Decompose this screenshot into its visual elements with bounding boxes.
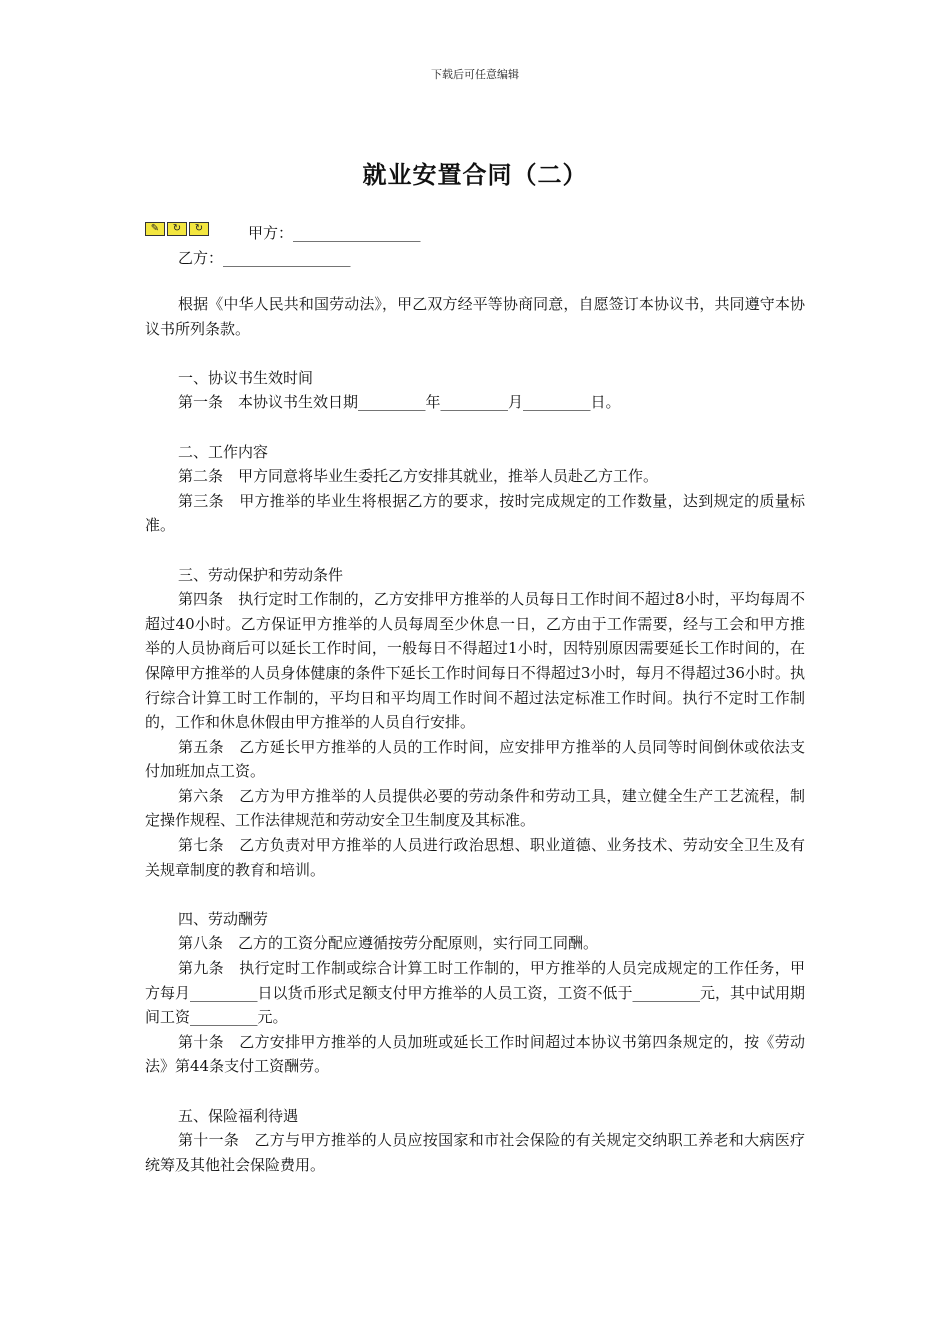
- party-a-line: 甲方：_________________: [248, 224, 421, 242]
- section-heading: 三、劳动保护和劳动条件: [178, 565, 344, 584]
- article-6: 第六条 乙方为甲方推举的人员提供必要的劳动条件和劳动工具，建立健全生产工艺流程，制定操作规程、工作法律规范和劳动安全卫生制度及其标准。: [145, 786, 805, 830]
- article-9: 第九条 执行定时工作制或综合计算工时工作制的，甲方推举的人员完成规定的工作任务，甲方每月_________日以货币形式足额支付甲方推举的人员工资，工资不低于_________元，其中试用期间工资_________元。: [145, 959, 806, 1027]
- edit-icon[interactable]: ✎: [145, 222, 165, 236]
- article-3: 第三条 甲方推举的毕业生将根据乙方的要求，按时完成规定的工作数量，达到规定的质量标准。: [145, 491, 805, 535]
- party-b-line: 乙方：_________________: [178, 249, 351, 267]
- article-11: 第十一条 乙方与甲方推举的人员应按国家和市社会保险的有关规定交纳职工养老和大病医疗统筹及其他社会保险费用。: [145, 1131, 805, 1174]
- article-4: 第四条 执行定时工作制的，乙方安排甲方推举的人员每日工作时间不超过8小时，平均每周不超过40小时。乙方保证甲方推举的人员每周至少休息一日，乙方由于工作需要，经与工会和甲方推举的人员协商后可以延长工作时间，一般每日不得超过1小时，因特别原因需要延长工作时间的，在保障甲方推举的人员身体健康的条件下延长工作时间每日不得超过3小时，每月不得超过36小时。执行综合计算工时工作制的，平均日和平均周工作时间不超过法定标准工作时间。执行不定时工作制的，工作和休息休假由甲方推举的人员自行安排。: [145, 590, 805, 732]
- article-1: 第一条 本协议书生效日期_________年_________月_________日。: [178, 393, 621, 412]
- rotate-icon[interactable]: ↻: [189, 222, 209, 236]
- article-2: 第二条 甲方同意将毕业生委托乙方安排其就业，推举人员赴乙方工作。: [178, 467, 659, 486]
- section-heading: 五、保险福利待遇: [178, 1106, 299, 1125]
- rotate-icon[interactable]: ↻: [167, 222, 187, 236]
- article-7: 第七条 乙方负责对甲方推举的人员进行政治思想、职业道德、业务技术、劳动安全卫生及有关规章制度的教育和培训。: [145, 836, 805, 879]
- toolbar-icons: [145, 222, 209, 236]
- document-title: 就业安置合同（二）: [362, 160, 588, 189]
- article-8: 第八条 乙方的工资分配应遵循按劳分配原则，实行同工同酬。: [178, 934, 599, 953]
- section-heading: 二、工作内容: [178, 442, 269, 461]
- header-note: 下载后可任意编辑: [431, 68, 519, 81]
- section-heading: 一、协议书生效时间: [178, 368, 314, 387]
- article-10: 第十条 乙方安排甲方推举的人员加班或延长工作时间超过本协议书第四条规定的，按《劳动法》第44条支付工资酬劳。: [145, 1032, 805, 1076]
- section-heading: 四、劳动酬劳: [178, 909, 269, 928]
- contract-body: [145, 292, 805, 1177]
- intro-paragraph: 根据《中华人民共和国劳动法》，甲乙双方经平等协商同意，自愿签订本协议书，共同遵守本协议书所列条款。: [145, 295, 805, 338]
- article-5: 第五条 乙方延长甲方推举的人员的工作时间，应安排甲方推举的人员同等时间倒休或依法支付加班加点工资。: [145, 737, 805, 781]
